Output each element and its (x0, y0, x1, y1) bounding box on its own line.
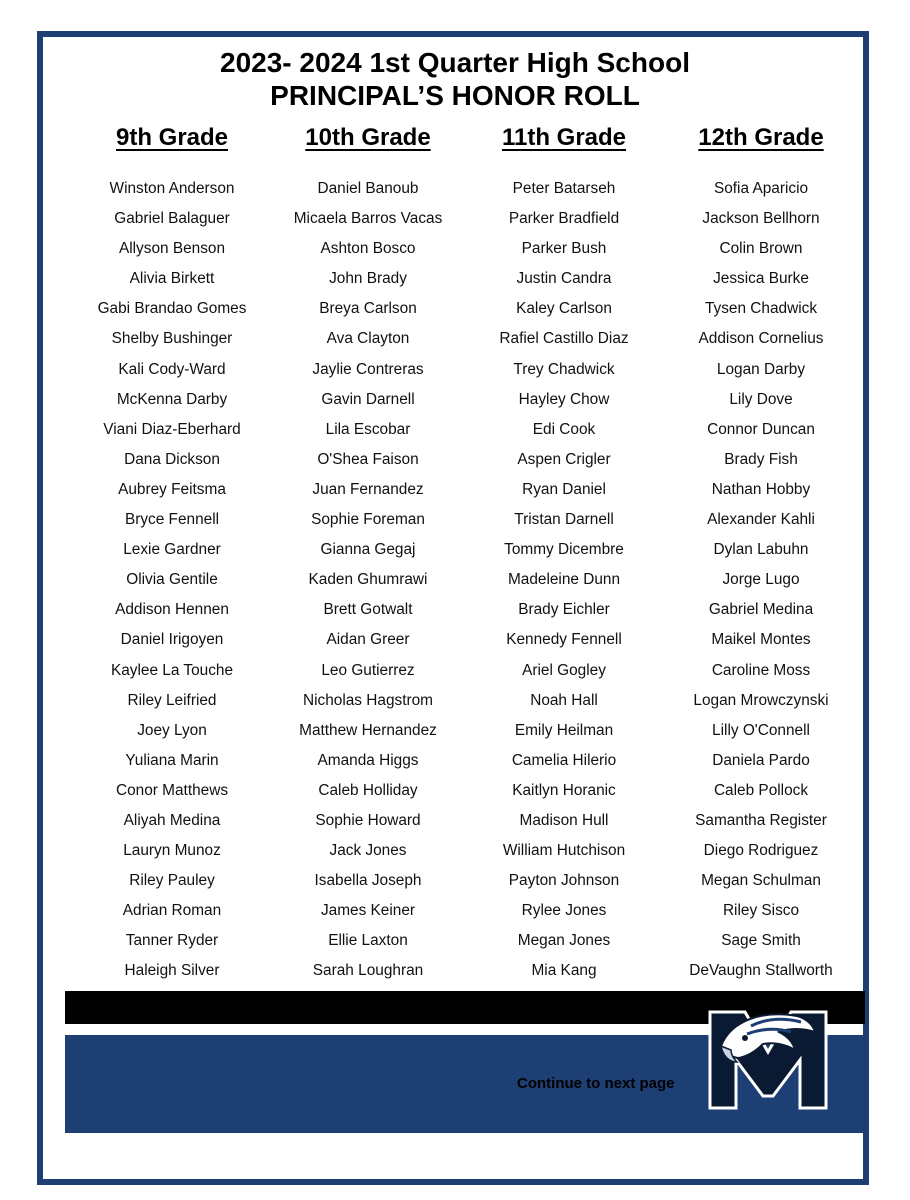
heading-9th-grade: 9th Grade (115, 124, 229, 151)
honor-roll-name: Justin Candra (516, 270, 612, 288)
honor-roll-name: Connor Duncan (707, 420, 815, 438)
honor-roll-name: Riley Pauley (129, 872, 215, 890)
honor-roll-name: Micaela Barros Vacas (293, 210, 443, 228)
honor-roll-name: Juan Fernandez (312, 480, 424, 498)
honor-roll-name: Nathan Hobby (711, 480, 811, 498)
honor-roll-name: Joey Lyon (137, 721, 207, 739)
honor-roll-name: Allyson Benson (118, 240, 226, 258)
honor-roll-name: Rylee Jones (521, 902, 607, 920)
honor-roll-name: Lilly O'Connell (712, 721, 810, 739)
honor-roll-name: Mia Kang (531, 962, 597, 980)
honor-roll-name: Adrian Roman (122, 902, 222, 920)
honor-roll-name: Tysen Chadwick (704, 300, 818, 318)
honor-roll-name: Caleb Pollock (713, 781, 809, 799)
honor-roll-name: Madison Hull (519, 811, 609, 829)
honor-roll-name: Brett Gotwalt (323, 601, 413, 619)
honor-roll-name: Kaylee La Touche (110, 661, 234, 679)
honor-roll-name: Daniel Banoub (317, 180, 419, 197)
honor-roll-name: Diego Rodriguez (703, 842, 819, 860)
honor-roll-name: Hayley Chow (518, 390, 610, 408)
honor-roll-name: Dylan Labuhn (713, 541, 809, 559)
honor-roll-name: Amanda Higgs (317, 751, 419, 769)
honor-roll-name: James Keiner (320, 902, 416, 920)
honor-roll-name: Logan Darby (716, 360, 806, 378)
honor-roll-name: Trey Chadwick (513, 360, 615, 378)
honor-roll-name: Addison Cornelius (698, 330, 824, 348)
honor-roll-name: Tanner Ryder (125, 932, 219, 950)
honor-roll-name: Daniel Irigoyen (120, 631, 224, 649)
honor-roll-name: Bryce Fennell (124, 511, 220, 529)
honor-roll-name: Dana Dickson (124, 450, 220, 468)
honor-roll-name: Gavin Darnell (321, 390, 415, 408)
honor-roll-name: Lauryn Munoz (123, 842, 221, 860)
heading-12th-grade: 12th Grade (698, 124, 824, 151)
honor-roll-name: Colin Brown (719, 240, 803, 258)
honor-roll-name: Gabi Brandao Gomes (97, 300, 247, 318)
honor-roll-name: William Hutchison (502, 842, 626, 860)
honor-roll-name: Maikel Montes (711, 631, 811, 649)
honor-roll-name: Sage Smith (721, 932, 801, 950)
honor-roll-name: Yuliana Marin (125, 751, 219, 769)
honor-roll-name: Conor Matthews (115, 781, 229, 799)
continue-text: Continue to next page (517, 1075, 675, 1092)
title-line-1: 2023- 2024 1st Quarter High School (220, 47, 690, 78)
honor-roll-name: Gianna Gegaj (320, 541, 416, 559)
honor-roll-name: Addison Hennen (115, 601, 229, 619)
honor-roll-name: Caleb Holliday (318, 781, 418, 799)
honor-roll-name: Ava Clayton (326, 330, 410, 348)
honor-roll-name: Payton Johnson (508, 872, 620, 890)
honor-roll-name: Shelby Bushinger (111, 330, 233, 348)
honor-roll-name: Edi Cook (532, 420, 596, 438)
honor-roll-name: Haleigh Silver (124, 962, 220, 980)
honor-roll-name: Emily Heilman (514, 721, 614, 739)
column-10th-grade (270, 177, 466, 990)
honor-roll-name: Lila Escobar (325, 420, 411, 438)
honor-roll-name: Parker Bush (521, 240, 607, 258)
heading-10th-grade: 10th Grade (305, 124, 431, 151)
honor-roll-name: Rafiel Castillo Diaz (499, 330, 629, 348)
honor-roll-name: Aliyah Medina (123, 811, 221, 829)
honor-roll-name: DeVaughn Stallworth (689, 962, 833, 980)
honor-roll-name: Tommy Dicembre (504, 541, 624, 559)
honor-roll-name: Jack Jones (329, 842, 407, 860)
honor-roll-name: Sarah Loughran (312, 962, 424, 980)
column-12th-grade (663, 177, 859, 990)
honor-roll-name: Aspen Crigler (517, 450, 611, 468)
honor-roll-name: Peter Batarseh (512, 180, 616, 197)
honor-roll-name: Riley Leifried (127, 691, 217, 709)
page-title (0, 46, 910, 112)
honor-roll-name: O'Shea Faison (317, 450, 419, 468)
honor-roll-name: Nicholas Hagstrom (302, 691, 433, 709)
honor-roll-name: Megan Jones (517, 932, 611, 950)
honor-roll-name: Tristan Darnell (514, 511, 614, 529)
honor-roll-name: Alivia Birkett (129, 270, 215, 288)
honor-roll-name: Madeleine Dunn (507, 571, 621, 589)
honor-roll-name: Kaitlyn Horanic (512, 781, 616, 799)
honor-roll-name: Ariel Gogley (522, 661, 606, 679)
honor-roll-name: Kaley Carlson (516, 300, 612, 318)
honor-roll-name: Jorge Lugo (722, 571, 800, 589)
honor-roll-name: Parker Bradfield (508, 210, 620, 228)
honor-roll-name: McKenna Darby (116, 390, 228, 408)
honor-roll-name: Ryan Daniel (522, 480, 606, 498)
honor-roll-name: Breya Carlson (319, 300, 417, 318)
honor-roll-name: Caroline Moss (711, 661, 811, 679)
honor-roll-name: Aubrey Feitsma (118, 480, 226, 498)
honor-roll-name: Ellie Laxton (328, 932, 408, 950)
honor-roll-name: Alexander Kahli (707, 511, 815, 529)
honor-roll-name: Samantha Register (695, 811, 827, 829)
honor-roll-name: Gabriel Medina (708, 601, 814, 619)
honor-roll-name: John Brady (329, 270, 407, 288)
honor-roll-name: Riley Sisco (722, 902, 800, 920)
honor-roll-name: Sofia Aparicio (713, 180, 809, 197)
honor-roll-name: Lily Dove (729, 390, 793, 408)
honor-roll-name: Kali Cody-Ward (118, 360, 226, 378)
honor-roll-name: Aidan Greer (326, 631, 410, 649)
honor-roll-name: Ashton Bosco (320, 240, 416, 258)
honor-roll-name: Winston Anderson (109, 180, 235, 197)
column-11th-grade (466, 177, 662, 990)
honor-roll-name: Noah Hall (530, 691, 598, 709)
title-line-2: PRINCIPAL’S HONOR ROLL (270, 80, 640, 111)
honor-roll-name: Leo Gutierrez (321, 661, 415, 679)
honor-roll-name: Viani Diaz-Eberhard (103, 420, 241, 438)
honor-roll-name: Kennedy Fennell (506, 631, 622, 649)
honor-roll-name: Camelia Hilerio (511, 751, 617, 769)
honor-roll-name: Matthew Hernandez (299, 721, 437, 739)
honor-roll-name: Lexie Gardner (123, 541, 221, 559)
honor-roll-name: Isabella Joseph (314, 872, 422, 890)
honor-roll-name: Megan Schulman (701, 872, 821, 890)
eagle-m-logo-icon (707, 1006, 829, 1110)
honor-roll-name: Daniela Pardo (712, 751, 810, 769)
honor-roll-name: Sophie Howard (315, 811, 421, 829)
honor-roll-name: Jackson Bellhorn (702, 210, 820, 228)
honor-roll-name: Kaden Ghumrawi (308, 571, 428, 589)
honor-roll-name: Brady Eichler (518, 601, 610, 619)
honor-roll-name: Olivia Gentile (126, 571, 218, 589)
honor-roll-name: Jessica Burke (713, 270, 809, 288)
column-9th-grade (74, 177, 270, 990)
honor-roll-name: Logan Mrowczynski (693, 691, 829, 709)
heading-11th-grade: 11th Grade (501, 124, 627, 151)
honor-roll-name: Sophie Foreman (311, 511, 425, 529)
honor-roll-name: Gabriel Balaguer (114, 210, 230, 228)
honor-roll-name: Jaylie Contreras (312, 360, 424, 378)
honor-roll-name: Brady Fish (724, 450, 798, 468)
